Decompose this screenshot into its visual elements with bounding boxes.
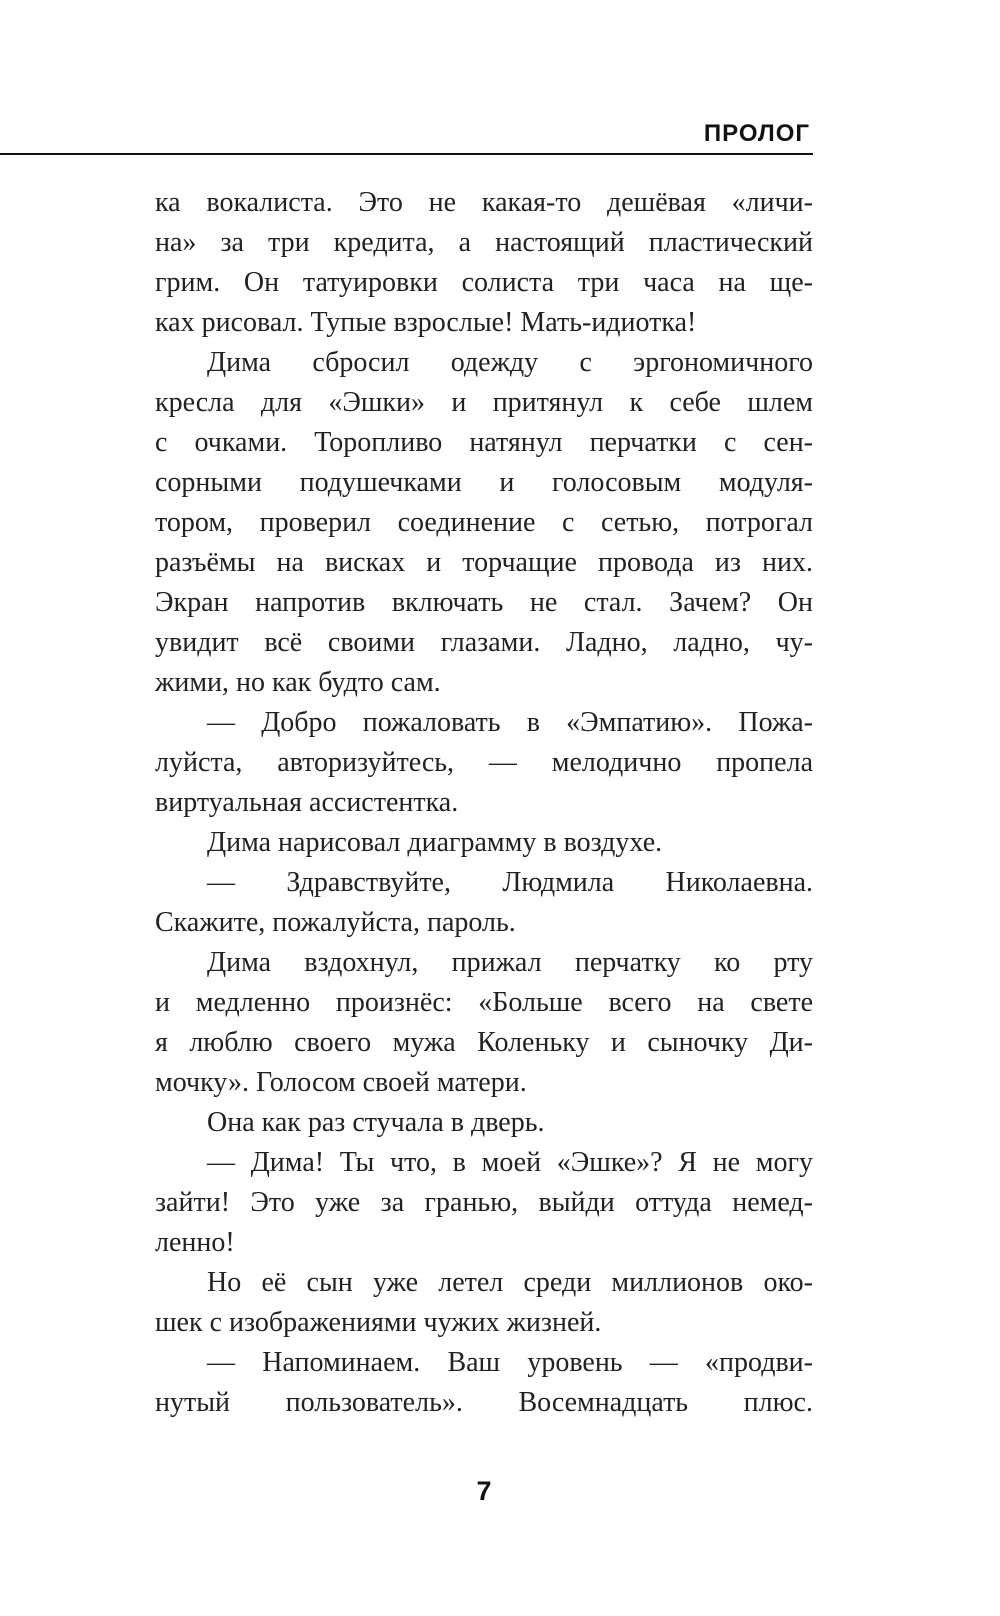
text-line: Скажите, пожалуйста, пароль. [155,907,516,938]
text-line: с очками. Торопливо натянул перчатки с сен- [155,427,813,458]
text-line: грим. Он татуировки солиста три часа на ще- [155,267,813,298]
text-line: тором, проверил соединение с сетью, потрогал [155,507,813,538]
text-line: Но её сын уже летел среди миллионов око- [207,1267,813,1298]
text-line: Экран напротив включать не стал. Зачем? Он [155,587,813,618]
text-line: — Дима! Ты что, в моей «Эшке»? Я не могу [207,1147,813,1178]
text-line: на» за три кредита, а настоящий пластический [155,227,813,258]
text-line: мочку». Голосом своей матери. [155,1067,527,1098]
text-line: увидит всё своими глазами. Ладно, ладно, чу- [155,627,813,658]
text-line: ках рисовал. Тупые взрослые! Мать-идиотка! [155,307,697,338]
chapter-title: ПРОЛОГ [703,120,810,147]
text-line: разъёмы на висках и торчащие провода из них. [155,547,813,578]
text-line: — Здравствуйте, Людмила Николаевна. [207,867,813,898]
text-line: — Напоминаем. Ваш уровень — «продви- [207,1347,813,1378]
text-line: Дима сбросил одежду с эргономичного [207,347,813,378]
text-line: и медленно произнёс: «Больше всего на свете [155,987,813,1018]
text-line: ка вокалиста. Это не какая-то дешёвая «личи- [155,187,813,218]
text-line: виртуальная ассистентка. [155,787,459,818]
page-number: 7 [476,1476,492,1506]
text-line: я люблю своего мужа Коленьку и сыночку Ди- [155,1027,813,1058]
text-line: сорными подушечками и голосовым модуля- [155,467,813,498]
text-line: нутый пользователь». Восемнадцать плюс. [155,1387,813,1418]
text-line: Дима нарисовал диаграмму в воздухе. [207,827,663,858]
text-line: жими, но как будто сам. [155,667,441,698]
text-line: зайти! Это уже за гранью, выйди оттуда немед- [155,1187,813,1218]
text-line: кресла для «Эшки» и притянул к себе шлем [155,387,813,418]
text-line: Дима вздохнул, прижал перчатку ко рту [207,947,813,978]
text-line: — Добро пожаловать в «Эмпатию». Пожа- [207,707,813,738]
body-text [155,183,813,1423]
text-line: луйста, авторизуйтесь, — мелодично пропела [155,747,813,778]
text-line: Она как раз стучала в дверь. [207,1107,545,1138]
text-line: шек с изображениями чужих жизней. [155,1307,602,1338]
text-line: ленно! [155,1227,235,1258]
header-rule [0,153,813,155]
